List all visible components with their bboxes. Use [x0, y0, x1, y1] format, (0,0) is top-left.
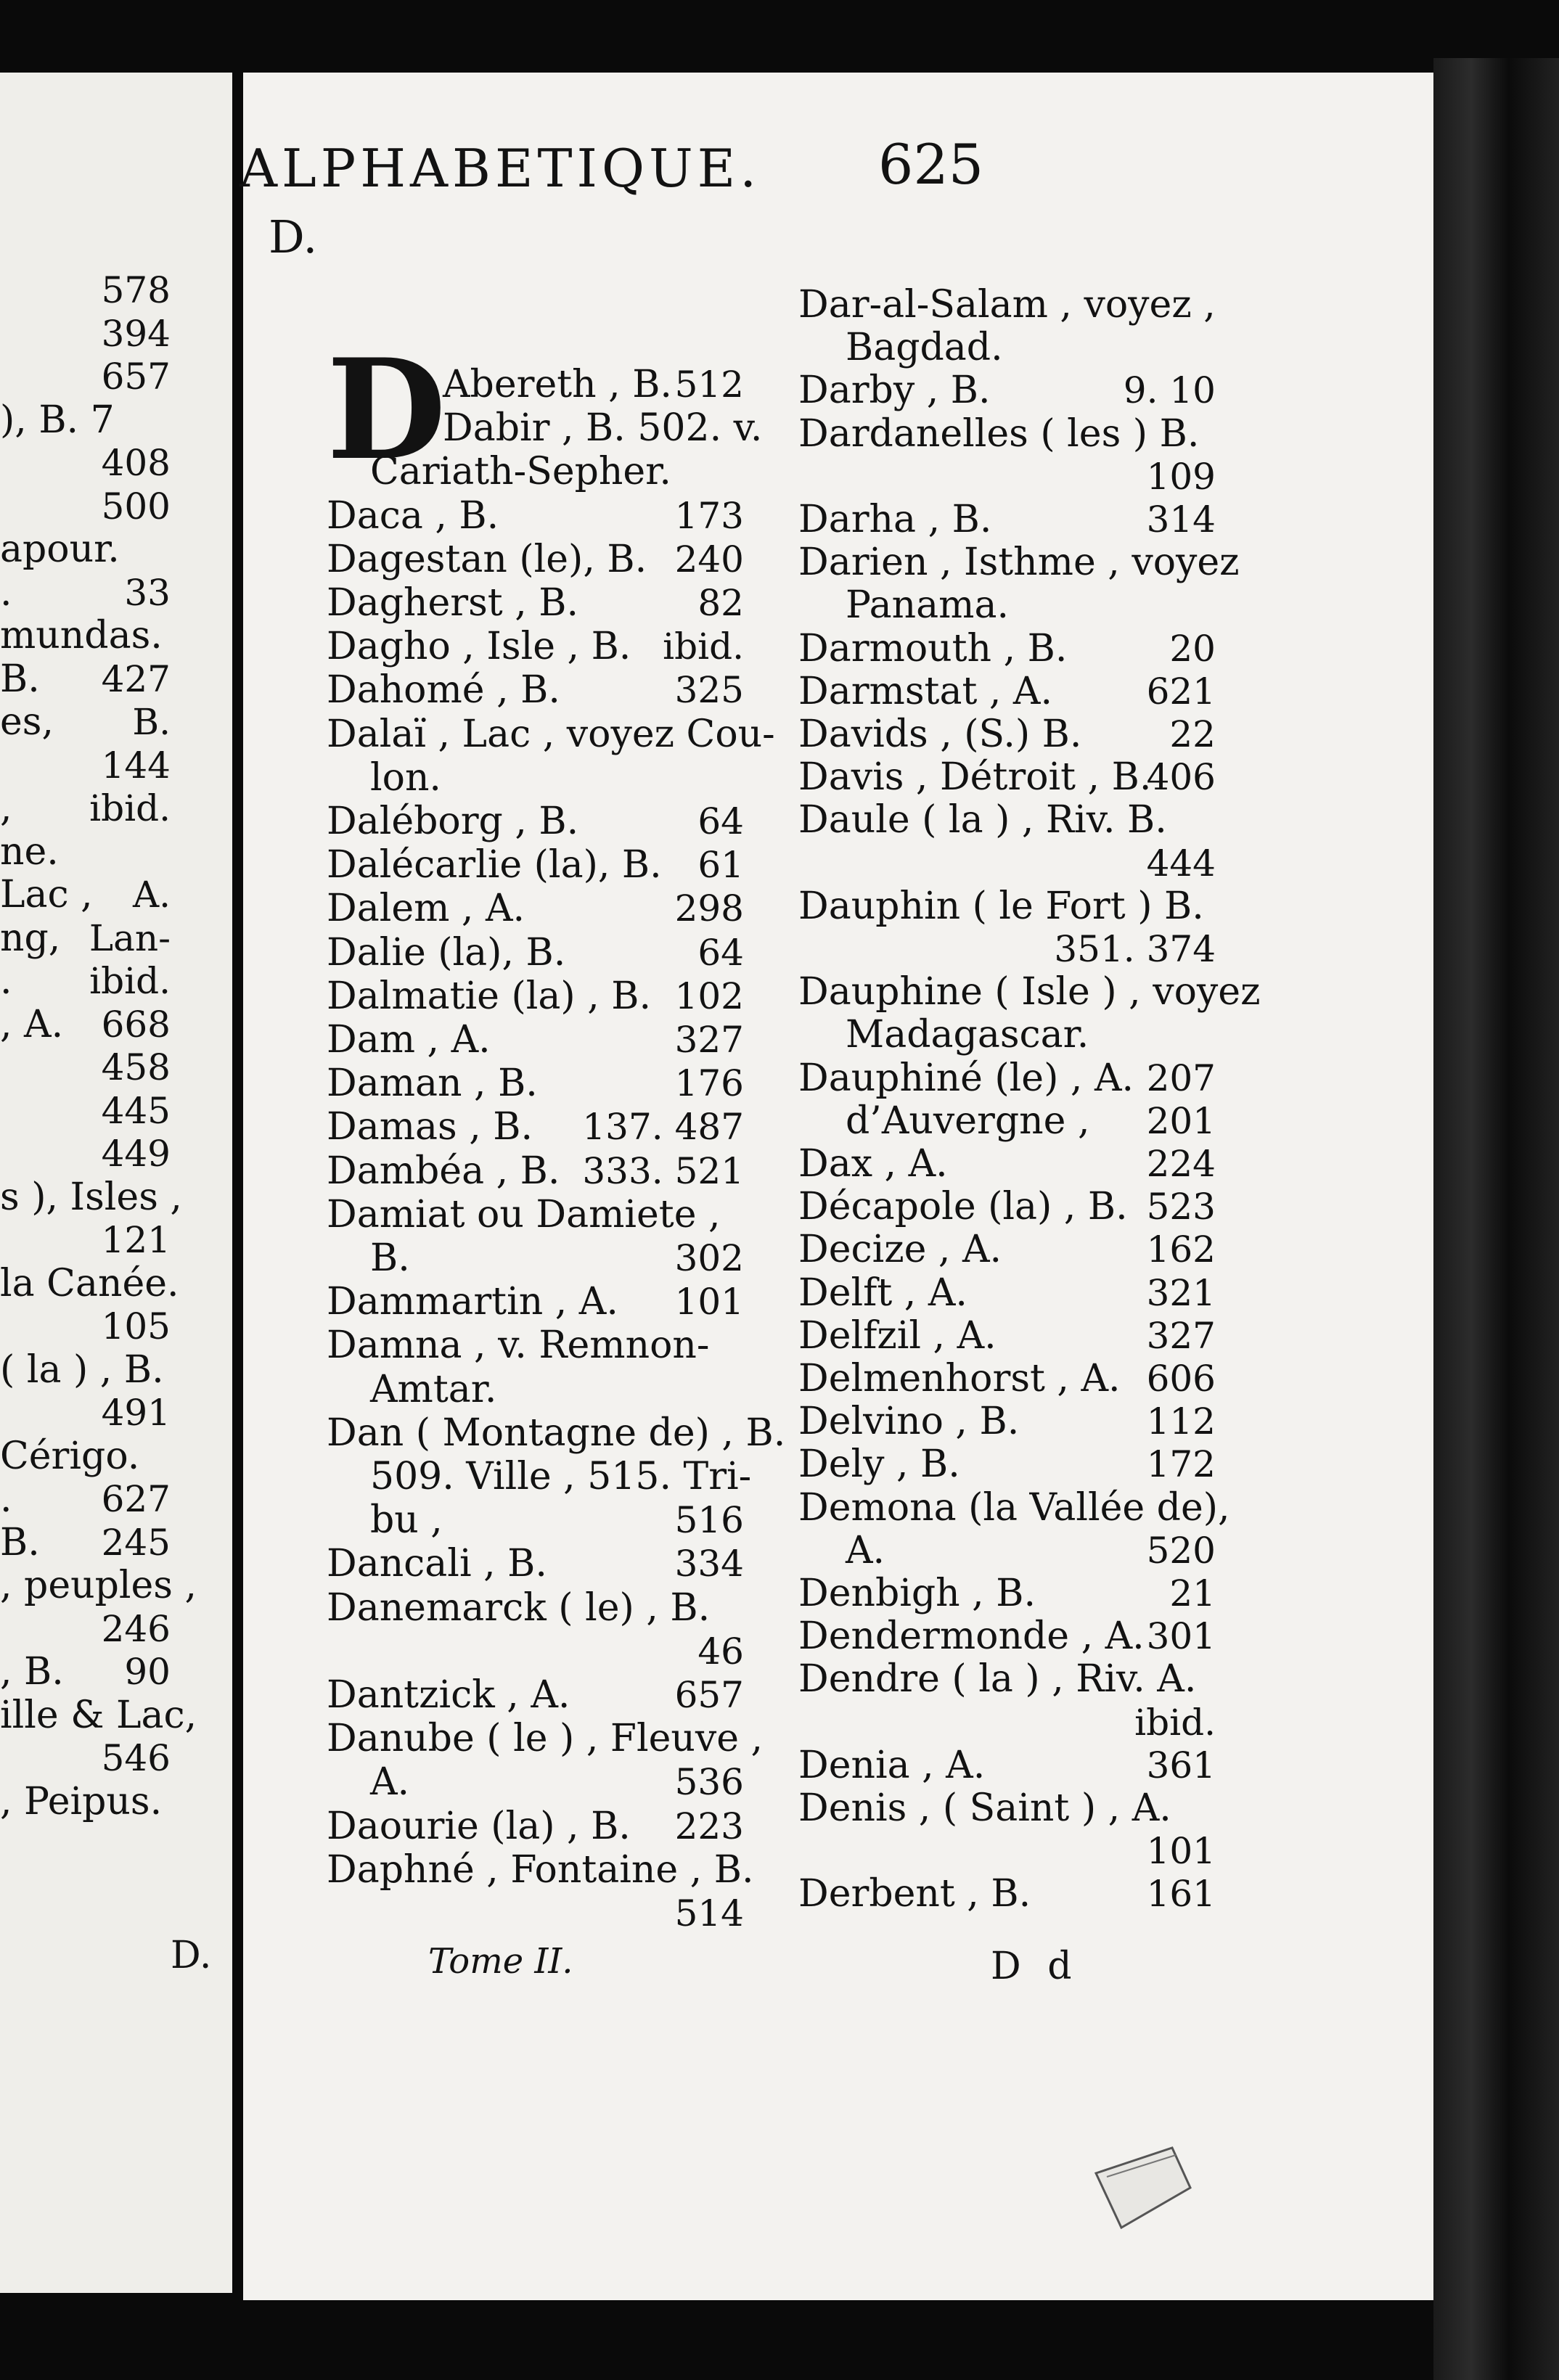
- left-line-text: Lac ,: [0, 873, 93, 916]
- col2-entry-page-ref: 301: [1146, 1615, 1216, 1658]
- col1-entry-text: Daca , B.: [327, 493, 499, 538]
- col2-entry-page-ref: 101: [1146, 1830, 1216, 1873]
- section-letter: D.: [269, 210, 318, 263]
- col1-entry-text: Danemarck ( le) , B.: [327, 1585, 711, 1630]
- col1-entry-page-ref: 82: [697, 582, 744, 624]
- left-line-page-ref: 491: [101, 1392, 171, 1434]
- col2-entry-text: A.: [846, 1528, 885, 1572]
- col2-entry-page-ref: 20: [1169, 627, 1216, 670]
- col2-entry-text: Denis , ( Saint ) , A.: [798, 1786, 1171, 1830]
- left-line-text: ille & Lac,: [0, 1693, 197, 1737]
- col1-entry-text: lon.: [370, 755, 441, 800]
- col1-entry-text: Dagherst , B.: [327, 581, 579, 625]
- col1-entry-text: Dantzick , A.: [327, 1673, 570, 1717]
- left-line-page-ref: 33: [124, 571, 171, 614]
- col1-entry-page-ref: 64: [697, 931, 744, 974]
- left-line-text: la Canée.: [0, 1261, 179, 1305]
- left-line-text: ( la ) , B.: [0, 1347, 164, 1392]
- left-line-text: ne.: [0, 829, 59, 874]
- volume-footer: Tome II.: [428, 1941, 573, 1982]
- col2-entry-page-ref: 314: [1146, 498, 1216, 541]
- col1-entry-text: Dalie (la), B.: [327, 930, 566, 974]
- col2-entry-text: Darby , B.: [798, 369, 991, 413]
- col1-entry-text: A.: [370, 1760, 410, 1805]
- col2-entry-page-ref: 161: [1146, 1873, 1216, 1916]
- col2-entry-text: Delmenhorst , A.: [798, 1357, 1121, 1400]
- left-line-page-ref: ibid.: [89, 787, 171, 829]
- page-number: 625: [878, 132, 984, 197]
- col1-entry-text: Daphné , Fontaine , B.: [327, 1847, 754, 1892]
- col2-entry-page-ref: 112: [1146, 1400, 1216, 1443]
- col2-entry-text: Dar-al-Salam , voyez ,: [798, 283, 1216, 327]
- col1-entry-text: Dammartin , A.: [327, 1280, 618, 1324]
- col2-entry-text: Dendre ( la ) , Riv. A.: [798, 1657, 1197, 1702]
- left-line-text: ,: [0, 787, 12, 830]
- left-line-text: ), B. 7: [0, 398, 115, 442]
- col1-entry-page-ref: 223: [674, 1805, 744, 1847]
- left-line-text: , B.: [0, 1650, 64, 1694]
- col1-entry-text: Dabir , B. 502. v.: [443, 406, 763, 451]
- col2-entry-text: Dauphin ( le Fort ) B.: [798, 884, 1204, 928]
- col2-entry-page-ref: 162: [1146, 1228, 1216, 1271]
- col1-entry-text: Damiat ou Damiete ,: [327, 1192, 721, 1236]
- left-line-text: , Peipus.: [0, 1779, 163, 1823]
- col1-entry-text: Dambéa , B.: [327, 1149, 560, 1193]
- left-line-page-ref: 246: [101, 1607, 171, 1650]
- col1-entry-page-ref: 173: [674, 494, 744, 537]
- col1-entry-text: Abereth , B.: [443, 363, 672, 406]
- col2-entry-text: Delft , A.: [798, 1271, 967, 1315]
- col1-entry-text: Daman , B.: [327, 1062, 538, 1106]
- col2-entry-page-ref: 520: [1146, 1529, 1216, 1572]
- col1-entry-text: Cariath-Sepher.: [370, 450, 671, 494]
- left-line-text: Cérigo.: [0, 1434, 140, 1478]
- left-line-text: B.: [0, 1520, 40, 1564]
- left-line-page-ref: 245: [101, 1521, 171, 1564]
- col2-entry-page-ref: 444: [1146, 842, 1216, 885]
- col1-entry-page-ref: 516: [674, 1499, 744, 1542]
- col2-entry-text: Darien , Isthme , voyez: [798, 541, 1240, 585]
- col2-entry-page-ref: 172: [1146, 1443, 1216, 1486]
- left-line-page-ref: 449: [101, 1133, 171, 1175]
- col2-entry-text: Dendermonde , A.: [798, 1614, 1145, 1659]
- left-line-text: ng,: [0, 916, 61, 960]
- left-line-page-ref: 121: [101, 1219, 171, 1261]
- left-line-page-ref: 668: [101, 1003, 171, 1046]
- col1-entry-page-ref: 240: [674, 538, 744, 580]
- left-line-page-ref: 90: [124, 1651, 171, 1693]
- col2-entry-page-ref: 224: [1146, 1143, 1216, 1185]
- col2-entry-page-ref: 361: [1146, 1744, 1216, 1786]
- col2-entry-page-ref: 351. 374: [1054, 928, 1216, 970]
- left-line-page-ref: A.: [132, 874, 171, 916]
- col2-entry-text: Daule ( la ) , Riv. B.: [798, 798, 1167, 842]
- col1-entry-text: Dam , A.: [327, 1018, 491, 1062]
- col2-entry-text: Davis , Détroit , B.: [798, 755, 1152, 800]
- left-line-text: apour.: [0, 528, 120, 571]
- col2-entry-text: Dardanelles ( les ) B.: [798, 411, 1200, 456]
- col2-entry-text: Darmstat , A.: [798, 669, 1053, 713]
- col2-entry-text: Dauphiné (le) , A.: [798, 1056, 1134, 1100]
- col1-entry-page-ref: 64: [697, 800, 744, 842]
- col1-entry-text: Dancali , B.: [327, 1542, 547, 1586]
- left-line-text: B.: [0, 657, 40, 701]
- col2-entry-text: Bagdad.: [846, 326, 1003, 370]
- left-line-page-ref: Lan-: [89, 916, 171, 959]
- left-line-page-ref: 458: [101, 1046, 171, 1088]
- col2-entry-text: Dauphine ( Isle ) , voyez: [798, 970, 1261, 1014]
- col2-entry-page-ref: 327: [1146, 1314, 1216, 1357]
- left-line-text: .: [0, 570, 12, 615]
- col2-entry-page-ref: 9. 10: [1123, 369, 1216, 412]
- col2-entry-page-ref: 21: [1169, 1572, 1216, 1614]
- col2-entry-page-ref: 406: [1146, 756, 1216, 799]
- col2-entry-text: Derbent , B.: [798, 1872, 1031, 1916]
- book-edge: [1433, 58, 1559, 2380]
- col1-entry-text: Dalmatie (la) , B.: [327, 974, 652, 1018]
- col2-entry-page-ref: 321: [1146, 1271, 1216, 1314]
- left-line-page-ref: 627: [101, 1478, 171, 1520]
- left-line-text: .: [0, 1477, 12, 1521]
- col1-entry-text: 509. Ville , 515. Tri-: [370, 1455, 752, 1498]
- col1-entry-page-ref: 137. 487: [582, 1106, 744, 1149]
- col1-entry-page-ref: 512: [674, 364, 744, 406]
- left-line-page-ref: 578: [101, 269, 171, 311]
- left-line-page-ref: B.: [132, 701, 171, 743]
- col1-entry-text: Damna , v. Remnon-: [327, 1324, 710, 1368]
- col2-entry-page-ref: 201: [1146, 1099, 1216, 1142]
- col2-entry-text: Dely , B.: [798, 1443, 960, 1487]
- col2-entry-text: Darmouth , B.: [798, 626, 1068, 670]
- col2-entry-text: Panama.: [846, 583, 1009, 628]
- col2-entry-text: Madagascar.: [846, 1013, 1089, 1057]
- col1-entry-page-ref: 334: [674, 1543, 744, 1585]
- col1-entry-page-ref: 514: [674, 1892, 744, 1934]
- left-line-text: mundas.: [0, 614, 163, 657]
- left-catchword: D.: [171, 1934, 212, 1977]
- left-line-page-ref: 657: [101, 356, 171, 398]
- col1-entry-page-ref: 657: [674, 1674, 744, 1716]
- col1-entry-page-ref: 298: [674, 887, 744, 930]
- col1-entry-text: Dalécarlie (la), B.: [327, 843, 662, 887]
- left-line-page-ref: 546: [101, 1737, 171, 1779]
- col1-entry-page-ref: 176: [674, 1062, 744, 1105]
- col1-entry-text: Danube ( le ) , Fleuve ,: [327, 1717, 764, 1761]
- col1-entry-page-ref: 325: [674, 669, 744, 712]
- col1-entry-text: Dahomé , B.: [327, 668, 560, 713]
- col1-entry-page-ref: 61: [697, 844, 744, 887]
- col2-entry-text: Dax , A.: [798, 1142, 948, 1186]
- col1-entry-text: Daléborg , B.: [327, 800, 579, 843]
- col1-entry-page-ref: ibid.: [663, 625, 744, 668]
- col1-entry-page-ref: 102: [674, 974, 744, 1017]
- left-line-page-ref: ibid.: [89, 960, 171, 1002]
- col1-entry-page-ref: 333. 521: [582, 1149, 744, 1192]
- col1-entry-text: Daourie (la) , B.: [327, 1804, 631, 1848]
- col2-entry-page-ref: 606: [1146, 1358, 1216, 1400]
- left-line-page-ref: 445: [101, 1089, 171, 1132]
- col1-entry-text: Dagestan (le), B.: [327, 537, 647, 581]
- left-line-page-ref: 105: [101, 1305, 171, 1347]
- left-line-text: , peuples ,: [0, 1564, 197, 1607]
- left-line-page-ref: 500: [101, 485, 171, 528]
- col1-entry-text: bu ,: [370, 1498, 443, 1543]
- left-line-page-ref: 408: [101, 442, 171, 484]
- col2-entry-text: Decize , A.: [798, 1228, 1002, 1272]
- left-line-text: s ), Isles ,: [0, 1175, 182, 1219]
- left-line-page-ref: 144: [101, 744, 171, 787]
- col2-entry-page-ref: 207: [1146, 1056, 1216, 1099]
- col2-entry-text: Denbigh , B.: [798, 1572, 1036, 1615]
- col2-entry-text: Davids , (S.) B.: [798, 713, 1082, 756]
- col2-entry-text: Demona (la Vallée de),: [798, 1485, 1230, 1530]
- left-line-text: .: [0, 959, 12, 1003]
- col1-entry-page-ref: 536: [674, 1761, 744, 1804]
- col2-entry-page-ref: 621: [1146, 670, 1216, 713]
- col1-entry-page-ref: 46: [697, 1630, 744, 1673]
- col2-entry-text: d’Auvergne ,: [846, 1099, 1090, 1143]
- drop-cap: D: [327, 329, 446, 491]
- signature-mark: D d: [991, 1945, 1079, 1988]
- col2-entry-page-ref: 523: [1146, 1186, 1216, 1228]
- col2-entry-text: Delfzil , A.: [798, 1313, 997, 1358]
- col2-entry-page-ref: 22: [1169, 713, 1216, 755]
- running-head: ALPHABETIQUE.: [240, 138, 761, 199]
- left-line-text: es,: [0, 700, 54, 744]
- col1-entry-page-ref: 302: [674, 1237, 744, 1279]
- col2-entry-page-ref: ibid.: [1134, 1701, 1216, 1744]
- col1-entry-text: Dagho , Isle , B.: [327, 625, 631, 669]
- left-line-page-ref: 427: [101, 657, 171, 700]
- left-line-text: , A.: [0, 1002, 64, 1046]
- col2-entry-text: Denia , A.: [798, 1743, 986, 1787]
- col1-entry-page-ref: 101: [674, 1281, 744, 1324]
- col1-entry-text: Damas , B.: [327, 1105, 533, 1149]
- col1-entry-text: B.: [370, 1236, 410, 1280]
- col2-entry-text: Darha , B.: [798, 498, 992, 541]
- col2-entry-text: Décapole (la) , B.: [798, 1185, 1128, 1229]
- page-corner-curl: [1092, 2144, 1194, 2231]
- col1-entry-text: Dalem , A.: [327, 887, 525, 931]
- left-line-page-ref: 394: [101, 312, 171, 355]
- col2-entry-text: Delvino , B.: [798, 1400, 1020, 1444]
- col2-entry-page-ref: 109: [1146, 455, 1216, 498]
- col1-entry-page-ref: 327: [674, 1019, 744, 1061]
- col1-entry-text: Amtar.: [370, 1367, 497, 1411]
- col1-entry-text: Dalaï , Lac , voyez Cou-: [327, 712, 775, 756]
- col1-entry-text: Dan ( Montagne de) , B.: [327, 1411, 786, 1455]
